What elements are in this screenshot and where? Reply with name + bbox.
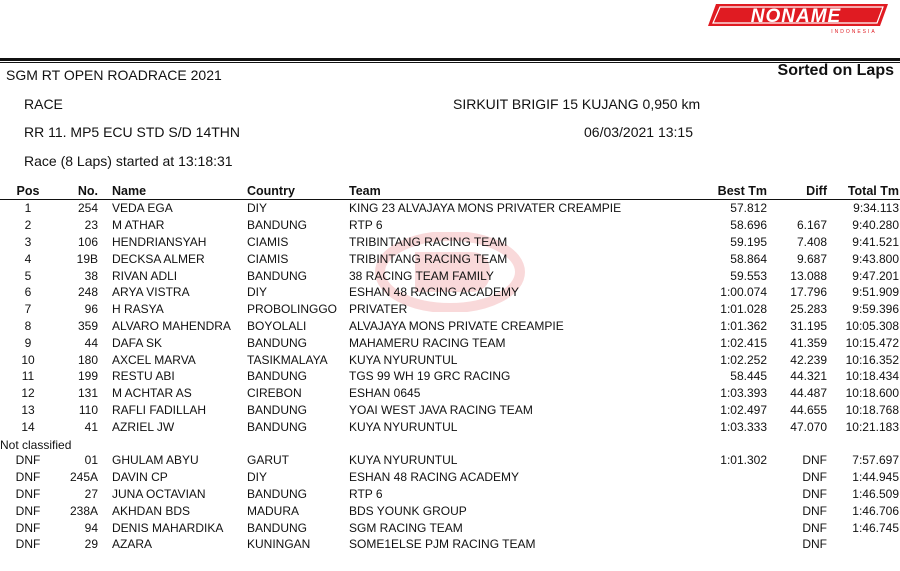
col-team: Team	[349, 183, 679, 200]
cell-country: GARUT	[247, 453, 289, 468]
table-row	[0, 469, 900, 486]
cell-team: PRIVATER	[349, 302, 408, 317]
cell-total: 9:41.521	[852, 234, 899, 249]
table-row	[0, 217, 900, 234]
cell-country: PROBOLINGGO	[247, 302, 338, 317]
cell-no: 180	[77, 352, 98, 367]
table-row	[0, 486, 900, 503]
cell-diff: DNF	[802, 453, 827, 468]
cell-name: GHULAM ABYU	[112, 453, 199, 468]
cell-total	[827, 536, 900, 553]
cell-best: 59.195	[730, 234, 767, 249]
cell-diff: DNF	[802, 520, 827, 535]
cell-country: KUNINGAN	[247, 537, 311, 552]
cell-team: YOAI WEST JAVA RACING TEAM	[349, 402, 533, 417]
cell-diff: 31.195	[790, 318, 827, 333]
cell-diff: 25.283	[790, 302, 827, 317]
cell-total: 10:18.434	[845, 369, 899, 384]
cell-best: 1:02.252	[720, 352, 767, 367]
cell-no: 359	[77, 318, 98, 333]
table-row	[0, 519, 900, 536]
cell-total: 1:46.706	[852, 503, 899, 518]
cell-pos: 5	[24, 268, 32, 283]
cell-country: DIY	[247, 285, 268, 300]
table-row	[0, 267, 900, 284]
cell-best: 1:01.302	[720, 453, 767, 468]
cell-total: 10:18.768	[845, 402, 899, 417]
cell-name: AXCEL MARVA	[112, 352, 196, 367]
cell-diff: 17.796	[790, 285, 827, 300]
cell-pos: 3	[24, 234, 32, 249]
session-label: RACE	[24, 96, 63, 112]
cell-best	[679, 502, 767, 519]
cell-total: 9:47.201	[852, 268, 899, 283]
cell-country: CIREBON	[247, 386, 302, 401]
cell-no: 131	[77, 386, 98, 401]
cell-name: RIVAN ADLI	[112, 268, 178, 283]
cell-pos: 14	[21, 419, 35, 434]
cell-no: 01	[84, 453, 98, 468]
cell-pos: 10	[21, 352, 35, 367]
cell-name: DAFA SK	[112, 335, 163, 350]
cell-name: DECKSA ALMER	[112, 251, 205, 266]
cell-no: 248	[77, 285, 98, 300]
cell-name: DAVIN CP	[112, 470, 168, 485]
cell-country: CIAMIS	[247, 234, 289, 249]
cell-best	[679, 469, 767, 486]
cell-pos: 12	[21, 386, 35, 401]
cell-diff: 42.239	[790, 352, 827, 367]
cell-name: AZRIEL JW	[112, 419, 175, 434]
table-row	[0, 536, 900, 553]
cell-team: TRIBINTANG RACING TEAM	[349, 251, 508, 266]
race-start-label: Race (8 Laps) started at 13:18:31	[24, 153, 233, 169]
col-no: No.	[56, 183, 112, 200]
cell-name: VEDA EGA	[112, 201, 173, 216]
table-row	[0, 402, 900, 419]
col-pos: Pos	[0, 183, 56, 200]
cell-diff	[767, 200, 827, 217]
cell-total: 10:16.352	[845, 352, 899, 367]
table-row	[0, 452, 900, 469]
not-classified-label: Not classified	[0, 437, 72, 452]
cell-country: BANDUNG	[247, 218, 308, 233]
cell-pos: DNF	[15, 486, 41, 501]
cell-no: 245A	[69, 470, 98, 485]
cell-total: 9:34.113	[853, 201, 899, 216]
cell-total: 9:59.396	[852, 302, 899, 317]
cell-team: TRIBINTANG RACING TEAM	[349, 234, 508, 249]
cell-name: RESTU ABI	[112, 369, 175, 384]
cell-team: ALVAJAYA MONS PRIVATE CREAMPIE	[349, 318, 564, 333]
cell-total: 1:46.745	[852, 520, 899, 535]
cell-total: 9:51.909	[852, 285, 899, 300]
cell-no: 110	[78, 402, 98, 417]
cell-diff: 44.655	[790, 402, 827, 417]
cell-country: BANDUNG	[247, 486, 308, 501]
cell-name: M ATHAR	[112, 218, 165, 233]
cell-pos: 9	[24, 335, 32, 350]
cell-team: KING 23 ALVAJAYA MONS PRIVATER CREAMPIE	[349, 201, 622, 216]
cell-diff: 47.070	[790, 419, 827, 434]
cell-pos: 2	[24, 218, 32, 233]
cell-no: 94	[84, 520, 98, 535]
cell-name: RAFLI FADILLAH	[112, 402, 207, 417]
table-row	[0, 284, 900, 301]
cell-country: MADURA	[247, 503, 300, 518]
cell-pos: DNF	[15, 537, 41, 552]
cell-diff: 44.487	[790, 386, 827, 401]
cell-pos: 11	[21, 369, 35, 384]
col-country: Country	[247, 183, 349, 200]
cell-team: SOME1ELSE PJM RACING TEAM	[349, 537, 536, 552]
cell-team: ESHAN 48 RACING ACADEMY	[349, 285, 520, 300]
noname-logo	[704, 2, 894, 36]
table-row	[0, 200, 900, 217]
table-row	[0, 318, 900, 335]
cell-no: 38	[84, 268, 98, 283]
cell-name: HENDRIANSYAH	[112, 234, 207, 249]
class-label: RR 11. MP5 ECU STD S/D 14THN	[24, 124, 241, 140]
sort-label: Sorted on Laps	[777, 62, 894, 79]
cell-best: 1:01.362	[720, 318, 767, 333]
table-row	[0, 418, 900, 435]
cell-total: 10:05.308	[845, 318, 899, 333]
cell-country: DIY	[247, 201, 268, 216]
cell-pos: DNF	[15, 470, 41, 485]
cell-team: KUYA NYURUNTUL	[349, 419, 458, 434]
header-rule-thin	[0, 62, 900, 63]
cell-name: DENIS MAHARDIKA	[112, 520, 224, 535]
cell-diff: 44.321	[790, 369, 827, 384]
cell-team: RTP 6	[349, 218, 383, 233]
table-row	[0, 250, 900, 267]
cell-team: 38 RACING TEAM FAMILY	[349, 268, 494, 283]
cell-total: 9:43.800	[852, 251, 899, 266]
cell-pos: DNF	[15, 520, 41, 535]
cell-team: ESHAN 48 RACING ACADEMY	[349, 470, 520, 485]
table-header-row	[0, 183, 900, 200]
cell-best: 1:03.393	[720, 386, 767, 401]
cell-no: 44	[84, 335, 98, 350]
cell-no: 29	[84, 537, 98, 552]
cell-best: 58.696	[730, 218, 767, 233]
cell-diff: 13.088	[790, 268, 827, 283]
cell-diff: 9.687	[796, 251, 827, 266]
table-row	[0, 334, 900, 351]
cell-pos: 8	[24, 318, 32, 333]
cell-pos: 13	[21, 402, 35, 417]
table-row	[0, 234, 900, 251]
cell-total: 1:46.509	[852, 486, 899, 501]
cell-pos: 1	[24, 201, 32, 216]
logo-text: NONAME	[750, 6, 842, 27]
cell-country: DIY	[247, 470, 268, 485]
cell-name: JUNA OCTAVIAN	[112, 486, 206, 501]
cell-best: 59.553	[730, 268, 767, 283]
cell-best: 1:03.333	[720, 419, 767, 434]
cell-country: BANDUNG	[247, 335, 308, 350]
cell-best	[679, 536, 767, 553]
cell-team: KUYA NYURUNTUL	[349, 352, 458, 367]
cell-country: BANDUNG	[247, 268, 308, 283]
cell-no: 23	[84, 218, 98, 233]
cell-diff: DNF	[802, 470, 827, 485]
cell-best: 1:01.028	[720, 302, 767, 317]
table-row	[0, 502, 900, 519]
cell-country: BANDUNG	[247, 419, 308, 434]
cell-name: M ACHTAR AS	[112, 386, 192, 401]
cell-total: 7:57.697	[852, 453, 899, 468]
cell-pos: 7	[24, 302, 32, 317]
cell-name: AKHDAN BDS	[112, 503, 191, 518]
cell-diff: DNF	[802, 537, 827, 552]
cell-no: 238A	[69, 503, 98, 518]
col-total: Total Tm	[827, 183, 900, 200]
cell-team: ESHAN 0645	[349, 386, 421, 401]
cell-team: BDS YOUNK GROUP	[349, 503, 467, 518]
cell-no: 96	[84, 302, 98, 317]
cell-team: SGM RACING TEAM	[349, 520, 463, 535]
cell-name: AZARA	[112, 537, 153, 552]
cell-country: TASIKMALAYA	[247, 352, 328, 367]
cell-no: 27	[84, 486, 98, 501]
cell-best: 57.812	[730, 201, 767, 216]
col-name: Name	[112, 183, 247, 200]
cell-name: ALVARO MAHENDRA	[112, 318, 231, 333]
cell-best: 58.864	[730, 251, 767, 266]
cell-country: BANDUNG	[247, 402, 308, 417]
cell-pos: 6	[24, 285, 32, 300]
cell-no: 19B	[76, 251, 98, 266]
circuit-label: SIRKUIT BRIGIF 15 KUJANG 0,950 km	[453, 96, 701, 112]
cell-name: ARYA VISTRA	[112, 285, 190, 300]
cell-pos: DNF	[15, 503, 41, 518]
logo-subtext: INDONESIA	[831, 29, 877, 35]
cell-country: BANDUNG	[247, 369, 308, 384]
cell-total: 10:21.183	[845, 419, 899, 434]
col-diff: Diff	[767, 183, 827, 200]
cell-name: H RASYA	[112, 302, 164, 317]
cell-total: 1:44.945	[852, 470, 899, 485]
cell-best: 58.445	[730, 369, 767, 384]
cell-best	[679, 519, 767, 536]
cell-team: TGS 99 WH 19 GRC RACING	[349, 369, 511, 384]
cell-diff: 6.167	[796, 218, 827, 233]
table-row	[0, 368, 900, 385]
cell-no: 41	[84, 419, 98, 434]
cell-no: 106	[77, 234, 98, 249]
cell-pos: 4	[24, 251, 32, 266]
results-table	[0, 183, 900, 553]
cell-team: KUYA NYURUNTUL	[349, 453, 458, 468]
cell-team: RTP 6	[349, 486, 383, 501]
header-rule	[0, 58, 900, 61]
cell-country: BOYOLALI	[247, 318, 307, 333]
cell-pos: DNF	[15, 453, 41, 468]
cell-total: 10:15.472	[845, 335, 899, 350]
cell-no: 254	[77, 201, 98, 216]
table-row	[0, 385, 900, 402]
table-row	[0, 351, 900, 368]
cell-no: 199	[77, 369, 98, 384]
cell-diff: DNF	[802, 486, 827, 501]
col-best: Best Tm	[679, 183, 767, 200]
not-classified-row	[0, 435, 900, 452]
cell-total: 10:18.600	[845, 386, 899, 401]
cell-diff: 7.408	[796, 234, 827, 249]
cell-total: 9:40.280	[852, 218, 899, 233]
table-row	[0, 301, 900, 318]
datetime-label: 06/03/2021 13:15	[584, 124, 693, 140]
cell-country: CIAMIS	[247, 251, 289, 266]
cell-best: 1:00.074	[720, 285, 767, 300]
cell-team: MAHAMERU RACING TEAM	[349, 335, 506, 350]
cell-country: BANDUNG	[247, 520, 308, 535]
cell-diff: DNF	[802, 503, 827, 518]
cell-diff: 41.359	[790, 335, 827, 350]
cell-best	[679, 486, 767, 503]
cell-best: 1:02.415	[720, 335, 767, 350]
cell-best: 1:02.497	[720, 402, 767, 417]
event-title: SGM RT OPEN ROADRACE 2021	[6, 67, 222, 83]
